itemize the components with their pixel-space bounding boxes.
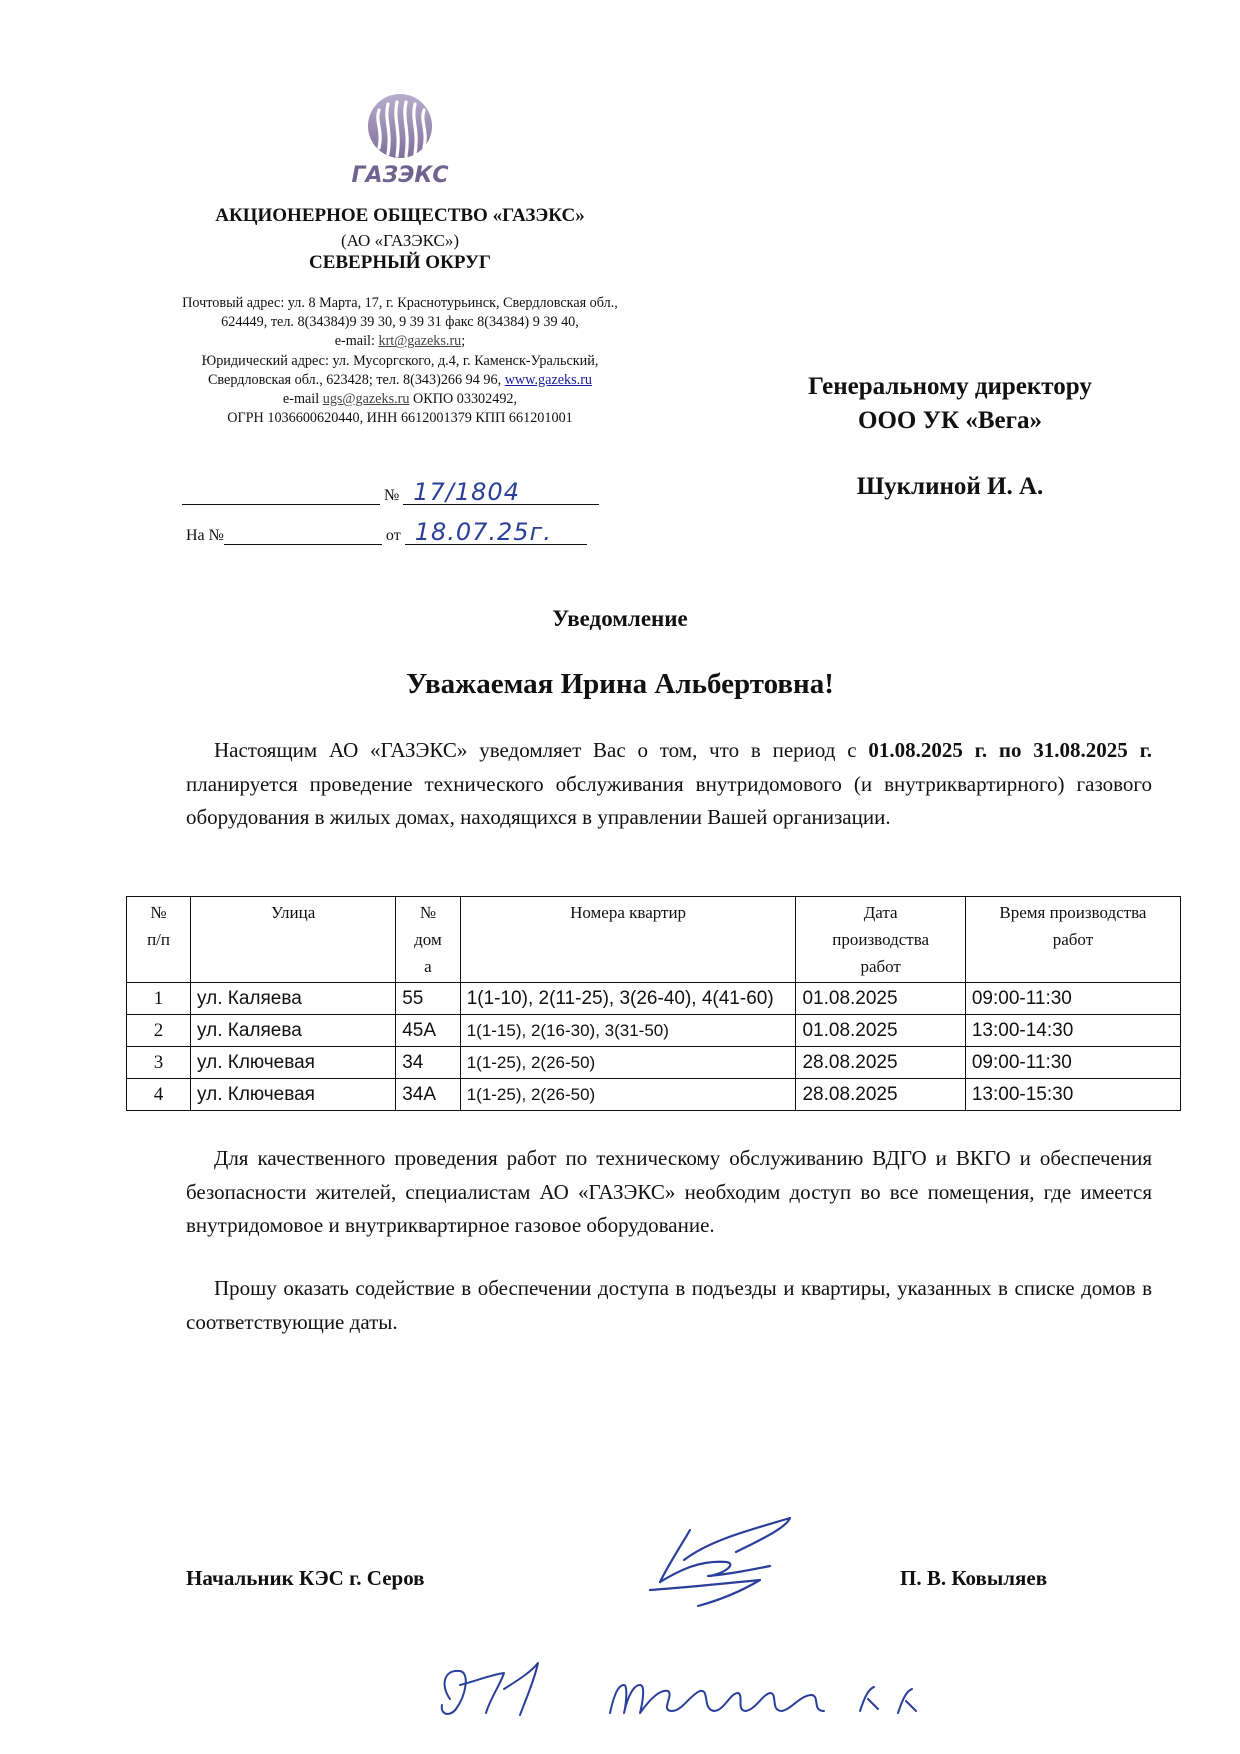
signatory-name: П. В. Ковыляев: [900, 1566, 1048, 1590]
addressee-company: ООО УК «Вега»: [858, 407, 1042, 434]
table-row: [127, 1079, 1181, 1111]
cell-house: 34А: [396, 1079, 461, 1111]
paragraph-notice: [186, 734, 1152, 835]
email-label-2: e-mail: [282, 391, 320, 408]
legal-address-line2: [130, 371, 670, 390]
website-link[interactable]: www.gazeks.ru: [504, 371, 593, 388]
handwritten-note: [420, 1655, 980, 1725]
ogrn-inn-kpp: ОГРН 1036600620440, ИНН 6612001379 КПП 661201001: [227, 410, 573, 427]
email-link-ugs[interactable]: ugs@gazeks.ru: [322, 391, 410, 408]
email-link-krt[interactable]: krt@gazeks.ru: [378, 333, 462, 350]
p1-space: [987, 738, 999, 762]
email-line2: [130, 390, 670, 409]
cell-number: 2: [127, 1015, 191, 1047]
cell-time: 13:00-14:30: [965, 1015, 1180, 1047]
cell-street: ул. Каляева: [191, 1015, 396, 1047]
table-header-row: [127, 897, 1181, 983]
header-apartments: Номера квартир: [460, 897, 796, 983]
header-time: Время производства работ: [965, 897, 1180, 983]
email-suffix: ;: [461, 333, 466, 350]
table-row: [127, 1015, 1181, 1047]
paragraph-request: [186, 1272, 1152, 1339]
cell-apartments: 1(1-15), 2(16-30), 3(31-50): [460, 1015, 796, 1047]
document-title: Уведомление: [552, 606, 688, 631]
p2-text: Для качественного проведения работ по техническому обслуживанию ВДГО и ВКГО и обеспечения безопасности жителей, специалистам АО «ГАЗЭКС» необходим доступ во все помещения, где имеется внутридомовое и внутриквартирное газовое оборудование.: [186, 1146, 1152, 1237]
reply-to-line: [186, 516, 596, 545]
handwritten-date: 18.07.25г.: [414, 518, 552, 546]
cell-number: 1: [127, 983, 191, 1015]
legal-address-line1: Юридический адрес: ул. Мусоргского, д.4, г. Каменск-Уральский,: [201, 352, 599, 369]
reply-blank: [224, 526, 382, 545]
date-from: 01.08.2025 г.: [868, 738, 988, 762]
table-row: [127, 1047, 1181, 1079]
addressee-position: Генеральному директору: [808, 373, 1092, 400]
cell-house: 45А: [396, 1015, 461, 1047]
cell-number: 3: [127, 1047, 191, 1079]
p3-text: Прошу оказать содействие в обеспечении доступа в подъезды и квартиры, указанных в списке домов в соответствующие даты.: [186, 1276, 1152, 1334]
cell-apartments: 1(1-10), 2(11-25), 3(26-40), 4(41-60): [460, 983, 796, 1015]
cell-apartments: 1(1-25), 2(26-50): [460, 1079, 796, 1111]
email-label: e-mail:: [334, 333, 375, 350]
cell-apartments: 1(1-25), 2(26-50): [460, 1047, 796, 1079]
cell-house: 55: [396, 983, 461, 1015]
p1-space-2: [1022, 738, 1034, 762]
header-street: Улица: [191, 897, 396, 983]
cell-date: 28.08.2025: [796, 1079, 965, 1111]
cell-date: 01.08.2025: [796, 1015, 965, 1047]
date-slot: [405, 516, 587, 545]
cell-time: 09:00-11:30: [965, 983, 1180, 1015]
signature-image: [640, 1500, 800, 1610]
cell-date: 01.08.2025: [796, 983, 965, 1015]
cell-date: 28.08.2025: [796, 1047, 965, 1079]
greeting: Уважаемая Ирина Альбертовна!: [406, 668, 834, 700]
works-schedule-table: [126, 896, 1181, 1111]
date-label: от: [385, 527, 401, 544]
date-to: 31.08.2025 г.: [1033, 738, 1153, 762]
cell-house: 34: [396, 1047, 461, 1079]
table-row: [127, 983, 1181, 1015]
gazeks-logo: [335, 92, 465, 187]
org-short-name: (АО «ГАЗЭКС»): [340, 231, 460, 250]
postal-address-line2: 624449, тел. 8(34384)9 39 30, 9 39 31 факс 8(34384) 9 39 40,: [221, 314, 579, 331]
handwritten-number: 17/1804: [413, 478, 520, 506]
outgoing-number-line: [182, 476, 612, 505]
addressee-name: Шуклиной И. А.: [856, 473, 1044, 500]
okpo: ОКПО 03302492,: [413, 391, 518, 408]
cell-street: ул. Ключевая: [191, 1047, 396, 1079]
number-label: №: [384, 487, 400, 504]
signatory-position: Начальник КЭС г. Серов: [186, 1566, 425, 1590]
reply-label: На №: [186, 527, 224, 544]
p1-text-d: планируется проведение технического обслуживания внутридомового (и внутриквартирного) газового оборудования в жилых домах, находящихся в управлении Вашей организации.: [186, 771, 1152, 829]
header-number: № п/п: [127, 897, 191, 983]
org-district: СЕВЕРНЫЙ ОКРУГ: [308, 252, 492, 273]
logo-wordmark: ГАЗЭКС: [351, 163, 449, 187]
number-slot: [403, 476, 599, 505]
cell-time: 13:00-15:30: [965, 1079, 1180, 1111]
paragraph-access: [186, 1142, 1152, 1243]
header-house: № дом а: [396, 897, 461, 983]
legal-address-text: Свердловская обл., 623428; тел. 8(343)266 94 96,: [207, 371, 502, 388]
header-date: Дата производства работ: [796, 897, 965, 983]
outgoing-blank: [182, 486, 380, 505]
postal-address-line1: Почтовый адрес: ул. 8 Марта, 17, г. Краснотурьинск, Свердловская обл.,: [182, 295, 618, 311]
cell-time: 09:00-11:30: [965, 1047, 1180, 1079]
cell-street: ул. Ключевая: [191, 1079, 396, 1111]
email-line1: [130, 332, 670, 351]
cell-number: 4: [127, 1079, 191, 1111]
org-address-block: [130, 294, 670, 428]
p1-text-a: Настоящим АО «ГАЗЭКС» уведомляет Вас о том, что в период с: [214, 738, 869, 762]
cell-street: ул. Каляева: [191, 983, 396, 1015]
p1-by: по: [998, 738, 1022, 762]
org-name: АКЦИОНЕРНОЕ ОБЩЕСТВО «ГАЗЭКС»: [215, 205, 585, 226]
